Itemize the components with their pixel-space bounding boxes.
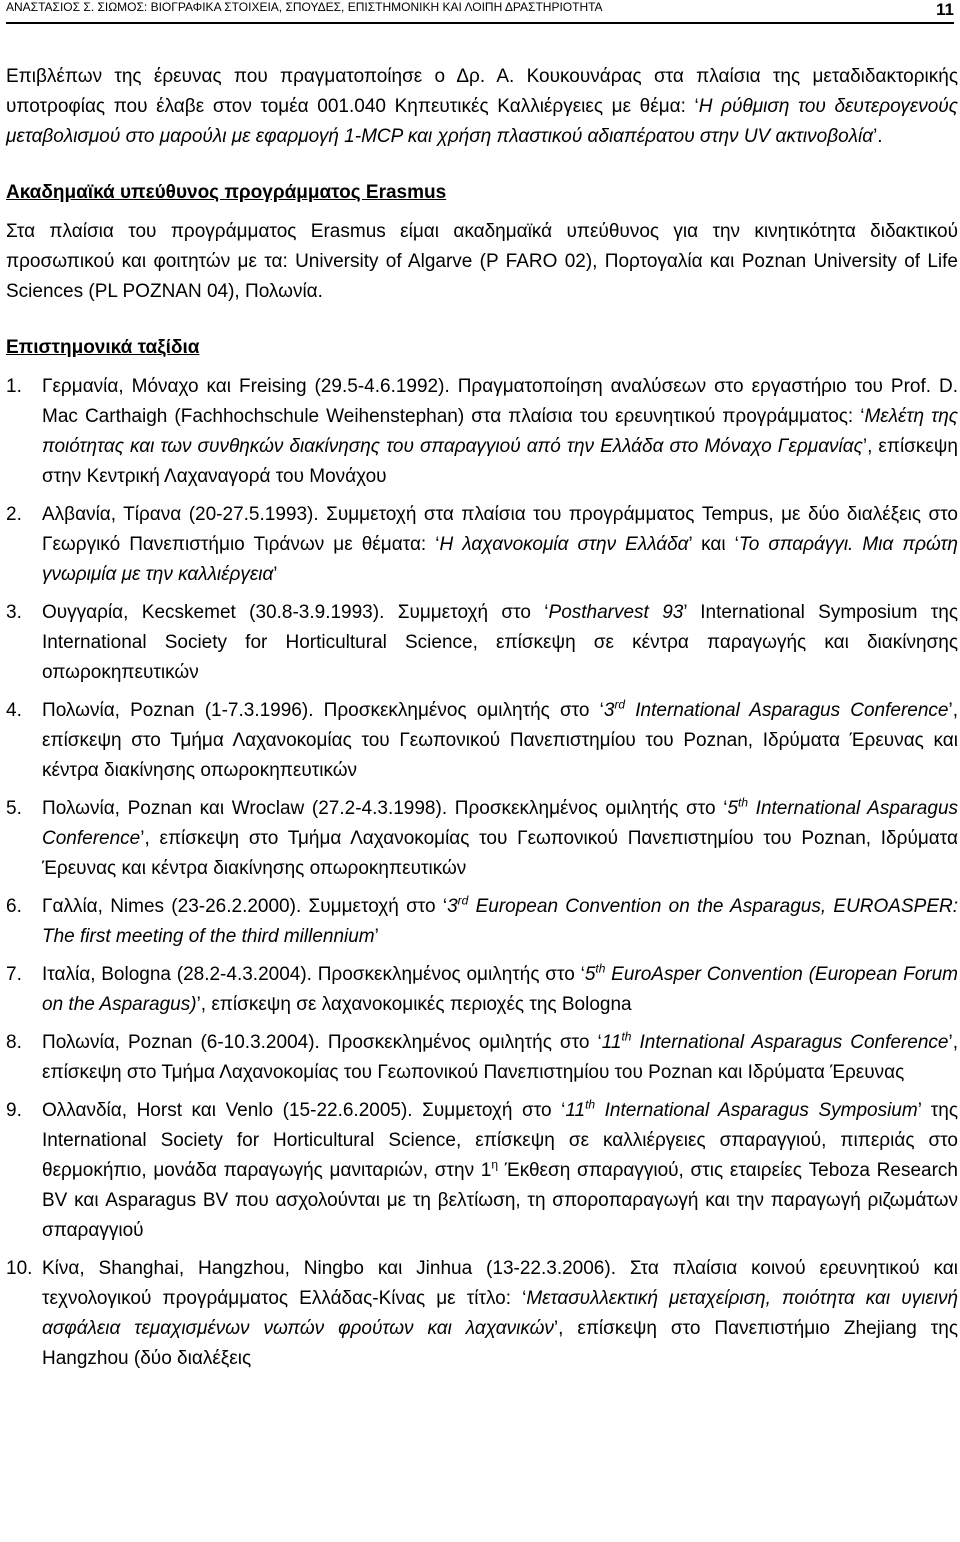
list-item: 6. Γαλλία, Nimes (23-26.2.2000). Συμμετοχή στο ‘3rd European Convention on the Asparagus, EUROASPER: The first meeting of the third millennium’ <box>6 893 958 947</box>
intro-paragraph: Επιβλέπων της έρευνας που πραγματοποίησε ο Δρ. Α. Κουκουνάρας στα πλαίσια της μεταδιδακτορικής υποτροφίας που έλαβε στον τομέα 001.040 Κηπευτικές Καλλιέργειες με θέμα: ‘Η ρύθμιση του δευτερογενούς μεταβολισμού στο μαρούλι με εφαρμογή 1-MCP και χρήση πλαστικού αδιαπέρατου στην UV ακτινοβολία’. <box>6 66 958 147</box>
list-item: 10. Κίνα, Shanghai, Hangzhou, Ningbo και Jinhua (13-22.3.2006). Στα πλαίσια κοινού ερευνητικού και τεχνολογικού προγράμματος Ελλάδας-Κίνας με τίτλο: ‘Μετασυλλεκτική μεταχείριση, ποιότητα και υγιεινή ασφάλεια τεμαχισμένων νωπών φρούτων και λαχανικών’, επίσκεψη στο Πανεπιστήμιο Zhejiang της Hangzhou (δύο διαλέξεις <box>6 1258 958 1369</box>
list-item: 2. Αλβανία, Τίρανα (20-27.5.1993). Συμμετοχή στα πλαίσια του προγράμματος Tempus, με δύο διαλέξεις στο Γεωργικό Πανεπιστήμιο Τιράνων με θέματα: ‘Η λαχανοκομία στην Ελλάδα’ και ‘Το σπαράγγι. Μια πρώτη γνωριμία με την καλλιέργεια’ <box>6 504 958 585</box>
running-title: ΑΝΑΣΤΑΣΙΟΣ Σ. ΣΙΩΜΟΣ: ΒΙΟΓΡΑΦΙΚΑ ΣΤΟΙΧΕΙΑ, ΣΠΟΥΔΕΣ, ΕΠΙΣΤΗΜΟΝΙΚΗ ΚΑΙ ΛΟΙΠΗ ΔΡΑΣΤΗΡΙΟΤΗΤΑ <box>6 0 603 14</box>
list-item: 5. Πολωνία, Poznan και Wroclaw (27.2-4.3.1998). Προσκεκλημένος ομιλητής στο ‘5th International Asparagus Conference’, επίσκεψη στο Τμήμα Λαχανοκομίας του Γεωπονικού Πανεπιστημίου του Poznan, Ιδρύματα Έρευνας και κέντρα διακίνησης οπωροκηπευτικών <box>6 795 959 879</box>
list-item: 1. Γερμανία, Μόναχο και Freising (29.5-4.6.1992). Πραγματοποίηση αναλύσεων στο εργαστήριο του Prof. D. Mac Carthaigh (Fachhochschule Weihenstephan) στα πλαίσια του ερευνητικού προγράμματος: ‘Μελέτη της ποιότητας και των συνθηκών διακίνησης του σπαραγγιού από την Ελλάδα στο Μόναχο Γερμανίας’, επίσκεψη στην Κεντρική Λαχαναγορά του Μονάχου <box>6 376 958 487</box>
trips-list <box>6 372 958 1374</box>
trips-heading: Επιστημονικά ταξίδια <box>6 337 200 358</box>
erasmus-heading: Ακαδημαϊκά υπεύθυνος προγράμματος Erasmus <box>6 182 447 203</box>
page-number: 11 <box>936 0 954 19</box>
list-item: 3. Ουγγαρία, Kecskemet (30.8-3.9.1993). Συμμετοχή στο ‘Postharvest 93’ International Symposium της International Society for Horticultural Science, επίσκεψη σε κέντρα παραγωγής και διακίνησης οπωροκηπευτικών <box>6 602 958 683</box>
page-header <box>6 0 954 26</box>
header-divider <box>6 22 954 24</box>
list-item: 9. Ολλανδία, Horst και Venlo (15-22.6.2005). Συμμετοχή στο ‘11th International Asparagus Symposium’ της International Society for Horticultural Science, επίσκεψη σε καλλιέργειες σπαραγγιού, πιπεριάς στο θερμοκήπιο, μονάδα παραγωγής μανιταριών, στην $1^\eta$ Έκθεση σπαραγγιού, στις εταιρείες Teboza Research BV και Asparagus BV που ασχολούνται με τη βελτίωση, τη σποροπαραγωγή και την παραγωγή ριζωμάτων σπαραγγιού <box>6 1097 959 1241</box>
research-title: Η ρύθμιση του δευτερογενούς μεταβολισμού στο μαρούλι με εφαρμογή 1-MCP και χρήση πλαστικού αδιαπέρατου στην UV ακτινοβολία <box>6 96 958 147</box>
page-body <box>6 62 958 1382</box>
list-item: 7. Ιταλία, Bologna (28.2-4.3.2004). Προσκεκλημένος ομιλητής στο ‘5th EuroAsper Convention (European Forum on the Asparagus)’, επίσκεψη σε λαχανοκομικές περιοχές της Bologna <box>6 961 958 1015</box>
list-item: 8. Πολωνία, Poznan (6-10.3.2004). Προσκεκλημένος ομιλητής στο ‘11th International Asparagus Conference’, επίσκεψη στο Τμήμα Λαχανοκομίας του Γεωπονικού Πανεπιστημίου του Poznan και Ιδρύματα Έρευνας <box>6 1029 958 1083</box>
list-item: 4. Πολωνία, Poznan (1-7.3.1996). Προσκεκλημένος ομιλητής στο ‘3rd International Asparagus Conference’, επίσκεψη στο Τμήμα Λαχανοκομίας του Γεωπονικού Πανεπιστημίου του Poznan, Ιδρύματα Έρευνας και κέντρα διακίνησης οπωροκηπευτικών <box>6 697 958 781</box>
erasmus-paragraph: Στα πλαίσια του προγράμματος Erasmus είμαι ακαδημαϊκά υπεύθυνος για την κινητικότητα διδακτικού προσωπικού και φοιτητών με τα: University of Algarve (P FARO 02), Πορτογαλία και Poznan University of Life Sciences (PL POZNAN 04), Πολωνία. <box>6 221 958 302</box>
